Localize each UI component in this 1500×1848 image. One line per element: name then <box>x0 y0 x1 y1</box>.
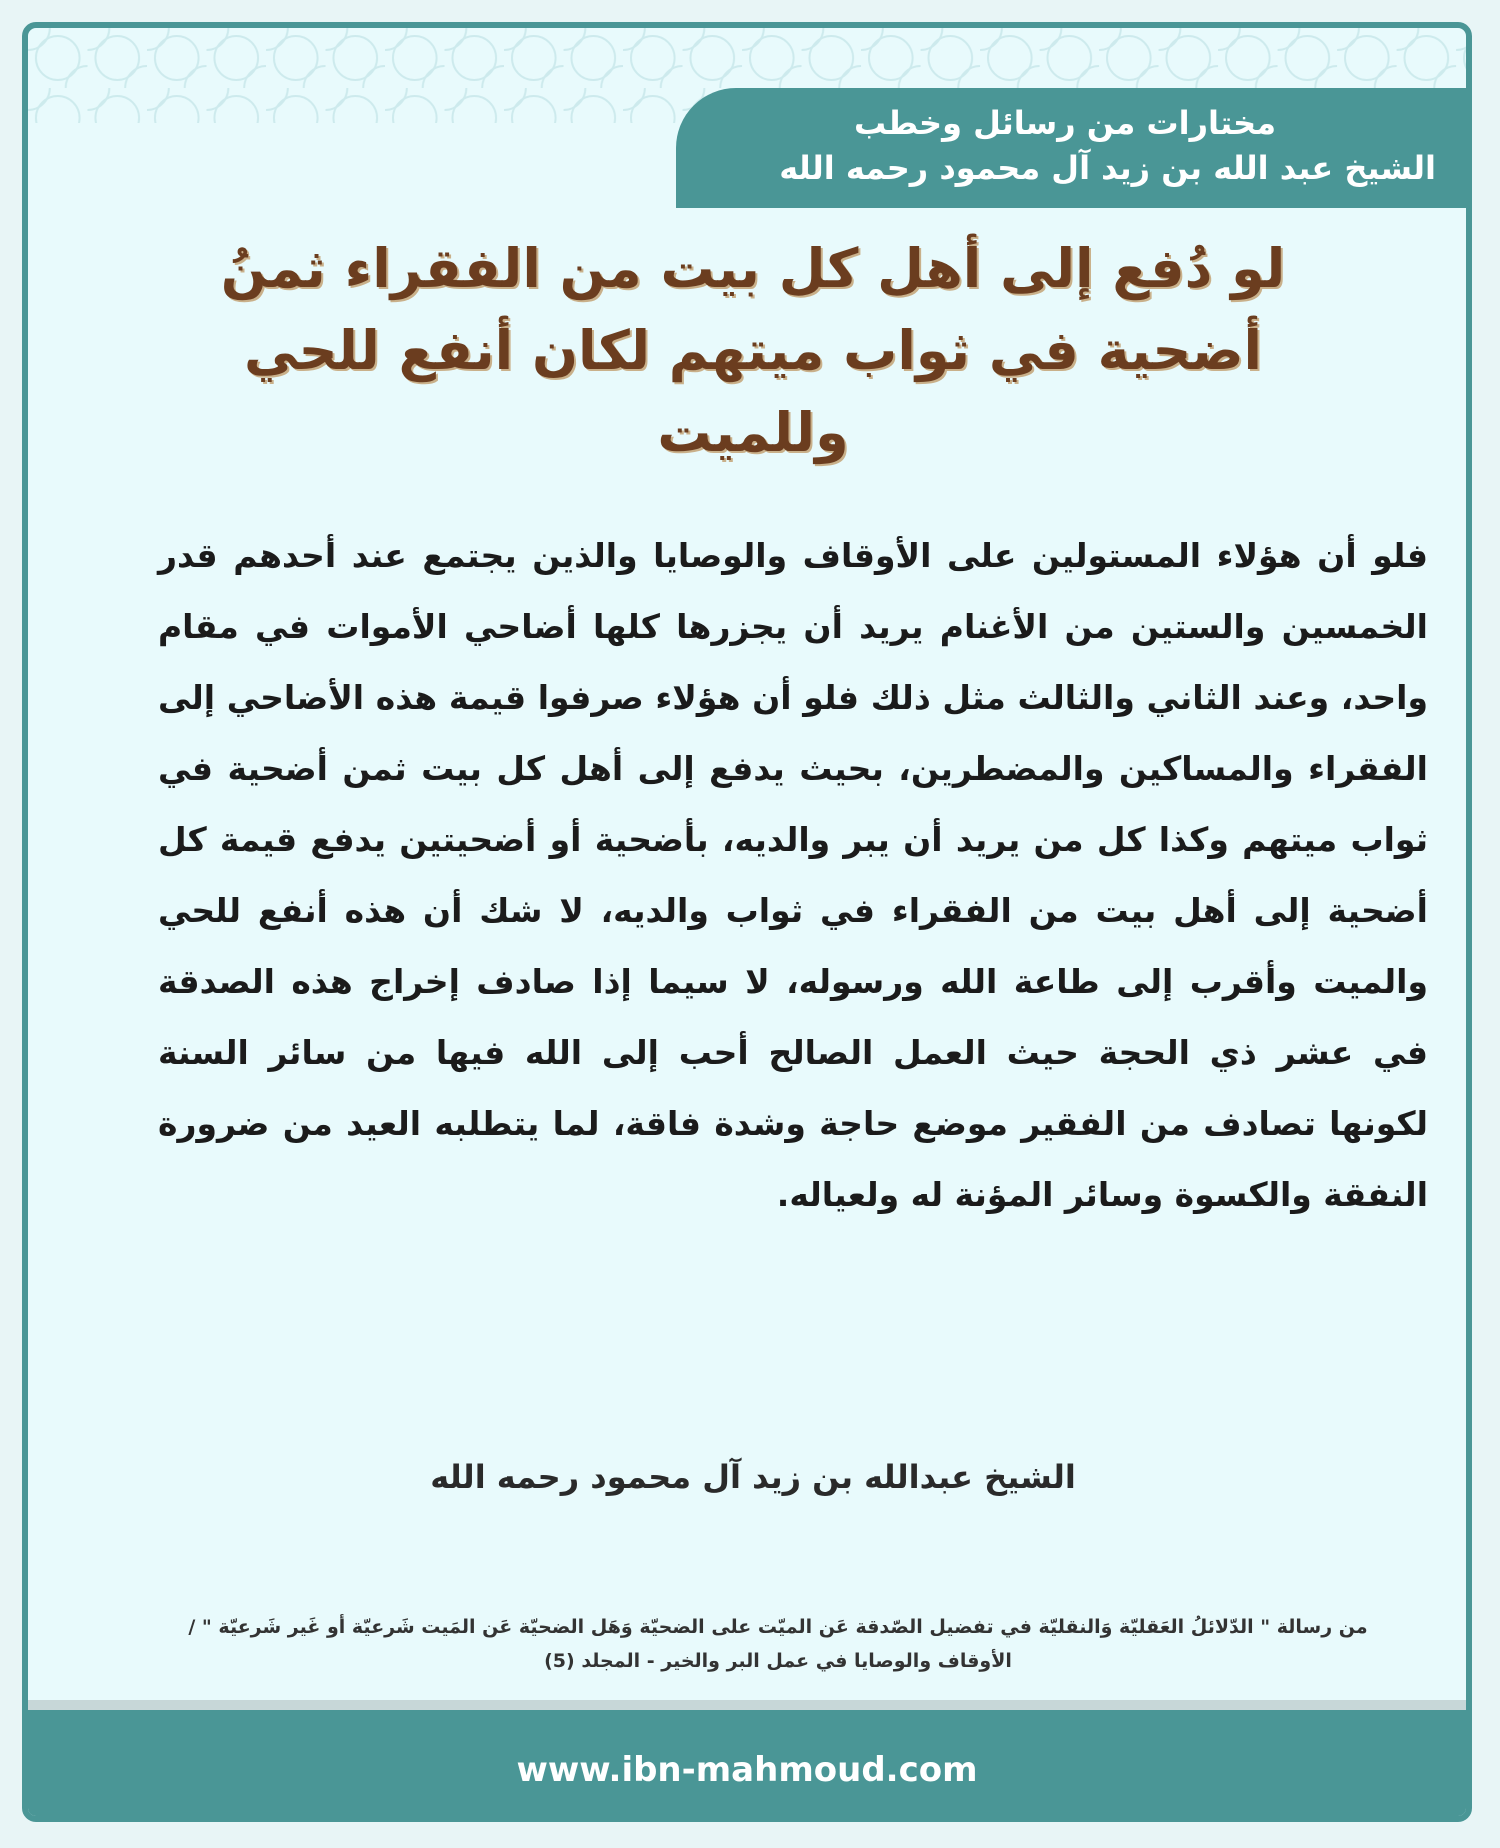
footer-divider <box>28 1700 1466 1710</box>
website-link[interactable]: www.ibn-mahmoud.com <box>516 1750 978 1790</box>
source-citation: من رسالة " الدّلائلُ العَقليّة وَالنقليّة في تفضيل الصّدقة عَن الميّت على الضحيّة وَهَل الضحيّة عَن المَيت شَرعيّة أو غَير شَرعيّة " / الأوقاف والوصايا في عمل البر والخير - المجلد (5) <box>188 1616 1368 1672</box>
article-body: فلو أن هؤلاء المستولين على الأوقاف والوصايا والذين يجتمع عند أحدهم قدر الخمسين والستين من الأغنام يريد أن يجزرها كلها أضاحي الأموات في مقام واحد، وعند الثاني والثالث مثل ذلك فلو أن هؤلاء صرفوا قيمة هذه الأضاحي إلى الفقراء والمساكين والمضطرين، بحيث يدفع إلى أهل كل بيت ثمن أضحية في ثواب ميتهم وكذا كل من يريد أن يبر والديه، بأضحية أو أضحيتين يدفع قيمة كل أضحية إلى أهل بيت من الفقراء في ثواب والديه، لا شك أن هذه أنفع للحي والميت وأقرب إلى طاعة الله ورسوله، لا سيما إذا صادف إخراج هذه الصدقة في عشر ذي الحجة حيث العمل الصالح أحب إلى الله فيها من سائر السنة لكونها تصادف من الفقير موضع حاجة وشدة فاقة، لما يتطلبه العيد من ضرورة النفقة والكسوة وسائر المؤنة له ولعياله. <box>158 536 1428 1214</box>
footer-bar <box>28 1710 1466 1822</box>
series-line-2: الشيخ عبد الله بن زيد آل محمود رحمه الله <box>779 149 1436 187</box>
card-frame <box>22 22 1472 1822</box>
article-title: لو دُفع إلى أهل كل بيت من الفقراء ثمنُ أضحية في ثواب ميتهم لكان أنفع للحي وللميت <box>220 237 1286 464</box>
author-name: الشيخ عبدالله بن زيد آل محمود رحمه الله <box>430 1458 1076 1496</box>
series-banner <box>676 88 1466 208</box>
series-line-1: مختارات من رسائل وخطب <box>853 104 1276 142</box>
